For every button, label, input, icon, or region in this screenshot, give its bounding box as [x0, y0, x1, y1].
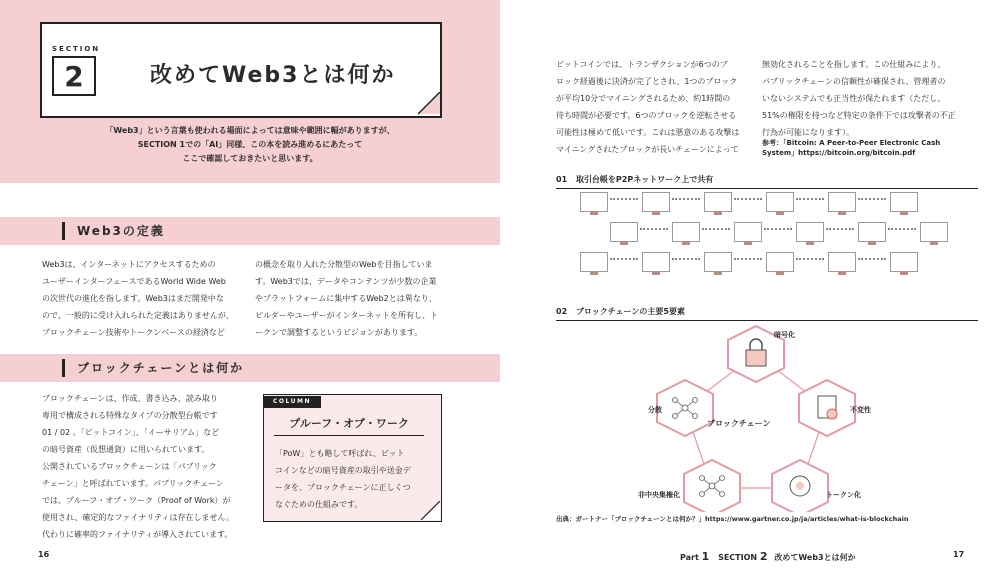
chain-link-icon: [734, 258, 762, 266]
computer-icon: [766, 192, 794, 212]
text-line: す。Web3では、データやコンテンツが少数の企業: [255, 277, 437, 286]
text-line: 専用で構成される特殊なタイプの分散型台帳です: [42, 411, 218, 420]
text-line: 使用され、確定的なファイナリティは存在しません。: [42, 513, 234, 522]
text-line: 01 / 02 。「ビットコイン」、「イーサリアム」など: [42, 428, 220, 437]
intro-line: SECTION 1での「AI」同様、この本を読み進めるにあたって: [137, 140, 363, 149]
text-line: ユーザーインターフェースであるWorld Wide Web: [42, 277, 226, 286]
text-line: ブロックチェーン技術やトークンベースの経済など: [42, 328, 225, 337]
intro-line: 「Web3」という言葉も使われる場面によっては意味や範囲に幅がありますが、: [105, 126, 395, 135]
reference-line: System」https://bitcoin.org/bitcoin.pdf: [762, 149, 916, 157]
diagram-center-label: ブロックチェーン: [707, 419, 771, 428]
figure2-label: [556, 306, 685, 317]
chain-link-icon: [826, 228, 854, 236]
text-line: 可能性は極めて低いです。これは悪意のある攻撃は: [556, 128, 740, 137]
computer-icon: [890, 252, 918, 272]
chain-link-icon: [858, 198, 886, 206]
computer-icon: [828, 252, 856, 272]
web3-heading-bar: [0, 217, 500, 245]
chain-link-icon: [610, 198, 638, 206]
reference-note: [762, 138, 967, 158]
chain-link-icon: [672, 198, 700, 206]
computer-icon: [580, 192, 608, 212]
footer-breadcrumb: [680, 550, 856, 563]
intro-line: ここで確認しておきたいと思います。: [182, 154, 318, 163]
text-line: 無効化されることを指します。この仕組みにより、: [762, 60, 946, 69]
computer-icon: [642, 192, 670, 212]
blockchain-heading-bar: [0, 354, 500, 382]
chain-link-icon: [640, 228, 668, 236]
chain-link-icon: [702, 228, 730, 236]
intro-text: [100, 124, 400, 166]
computer-icon: [766, 252, 794, 272]
figure1-rule: [556, 188, 978, 189]
text-line: 「PoW」とも略して呼ばれ、ビット: [275, 449, 405, 458]
p2p-network-figure: [580, 192, 980, 282]
computer-icon: [920, 222, 948, 242]
text-line: なぐための仕組みです。: [275, 500, 363, 509]
chain-link-icon: [888, 228, 916, 236]
text-line: 待ち時間が必要です。6つのブロックを逆転させる: [556, 111, 737, 120]
computer-icon: [796, 222, 824, 242]
text-line: ブロックチェーンは、作成、書き込み、読み取り: [42, 394, 218, 403]
text-line: 公開されているブロックチェーンは「パブリック: [42, 462, 217, 471]
computer-icon: [610, 222, 638, 242]
text-line: パブリックチェーンの信頼性が確保され、管理者の: [762, 77, 946, 86]
web3-text-col2: [255, 256, 455, 341]
column-tag: COLUMN: [263, 396, 321, 408]
column-title: プルーフ・オブ・ワーク: [274, 415, 424, 436]
computer-icon: [890, 192, 918, 212]
text-line: ので、一般的に受け入れられた定義はありませんが、: [42, 311, 234, 320]
five-elements-diagram: [620, 322, 920, 512]
figure2-number: 02: [556, 307, 568, 316]
node-tokenization: [772, 460, 828, 512]
footer-section-label: SECTION: [718, 553, 758, 562]
node-label-distribution: 分散: [648, 406, 662, 414]
web3-text-col1: [42, 256, 242, 341]
figure1-number: 01: [556, 175, 568, 184]
right-text-col1: [556, 56, 751, 158]
chain-link-icon: [734, 198, 762, 206]
text-line: ビルダーやユーザーがインターネットを所有し、ト: [255, 311, 438, 320]
node-label-immutability: 不変性: [850, 406, 871, 414]
text-line: ビットコインでは、トランザクションが6つのブ: [556, 60, 728, 69]
text-line: チェーン」と呼ばれています。パブリックチェーン: [42, 479, 224, 488]
blockchain-text: [42, 390, 247, 543]
lock-icon: [746, 350, 766, 366]
text-line: マイニングされたブロックが長いチェーンによって: [556, 145, 739, 154]
chapter-title: 改めてWeb3とは何か: [150, 63, 396, 88]
node-label-decentralization: 非中央集権化: [638, 491, 680, 499]
chain-link-icon: [764, 228, 792, 236]
text-line: ロック経過後に決済が完了とされ、1つのブロック: [556, 77, 738, 86]
computer-icon: [734, 222, 762, 242]
text-line: 代わりに確率的ファイナリティが導入されています。: [42, 530, 233, 539]
footer-title: 改めてWeb3とは何か: [774, 553, 856, 562]
page-number-right: 17: [953, 550, 965, 559]
computer-icon: [704, 192, 732, 212]
text-line: ークンで調整するというビジョンがあります。: [255, 328, 423, 337]
footer-section-number: 2: [759, 550, 768, 563]
text-line: ータを、ブロックチェーンに正しくつ: [275, 483, 411, 492]
node-label-encryption: 暗号化: [774, 331, 795, 339]
computer-icon: [828, 192, 856, 212]
figure1-title: 取引台帳をP2Pネットワーク上で共有: [575, 175, 714, 184]
reference-line: 参考：「Bitcoin: A Peer-to-Peer Electronic Cash: [762, 139, 941, 147]
text-line: いないシステムでも正当性が保たれます（ただし、: [762, 94, 946, 103]
text-line: コインなどの暗号資産の取引や送金デ: [275, 466, 411, 475]
computer-icon: [672, 222, 700, 242]
node-immutability: [799, 380, 855, 436]
section-number: 2: [52, 56, 96, 96]
text-line: の概念を取り入れた分散型のWebを目指していま: [255, 260, 433, 269]
computer-icon: [704, 252, 732, 272]
text-line: の暗号資産（仮想通貨）に用いられています。: [42, 445, 210, 454]
figure2-title: ブロックチェーンの主要5要素: [575, 307, 685, 316]
computer-icon: [580, 252, 608, 272]
footer-part-label: Part: [680, 553, 699, 562]
node-distribution: [657, 380, 713, 436]
figure2-rule: [556, 320, 978, 321]
node-decentralization: [684, 460, 740, 512]
computer-icon: [642, 252, 670, 272]
right-text-col2: [762, 56, 967, 141]
chain-link-icon: [858, 258, 886, 266]
text-line: Web3は、インターネットにアクセスするための: [42, 260, 216, 269]
chain-link-icon: [796, 258, 824, 266]
text-line: 行為が可能になります）。: [762, 128, 854, 137]
chain-link-icon: [610, 258, 638, 266]
column-body: [275, 445, 435, 513]
title-box-fold: [418, 92, 444, 118]
node-label-tokenization: トークン化: [826, 491, 861, 499]
chain-link-icon: [672, 258, 700, 266]
text-line: やプラットフォームに集中するWeb2とは異なり、: [255, 294, 437, 303]
text-line: の次世代の進化を指します。Web3はまだ開発中な: [42, 294, 224, 303]
computer-icon: [858, 222, 886, 242]
blockchain-heading: ブロックチェーンとは何か: [62, 359, 244, 377]
page-number-left: 16: [38, 550, 50, 559]
footer-part-number: 1: [701, 550, 710, 563]
source-note: 出典：ガートナー「ブロックチェーンとは何か？」https://www.gartner.co.jp/ja/articles/what-is-blockchain: [556, 515, 909, 523]
section-label: SECTION: [52, 45, 101, 53]
text-line: では、プルーフ・オブ・ワーク（Proof of Work）が: [42, 496, 231, 505]
text-line: 51%の権限を持つなど特定の条件下では攻撃者の不正: [762, 111, 956, 120]
text-line: が平均10分でマイニングされるため、約1時間の: [556, 94, 731, 103]
chain-link-icon: [796, 198, 824, 206]
web3-heading: Web3の定義: [62, 222, 165, 240]
figure1-label: [556, 174, 978, 189]
